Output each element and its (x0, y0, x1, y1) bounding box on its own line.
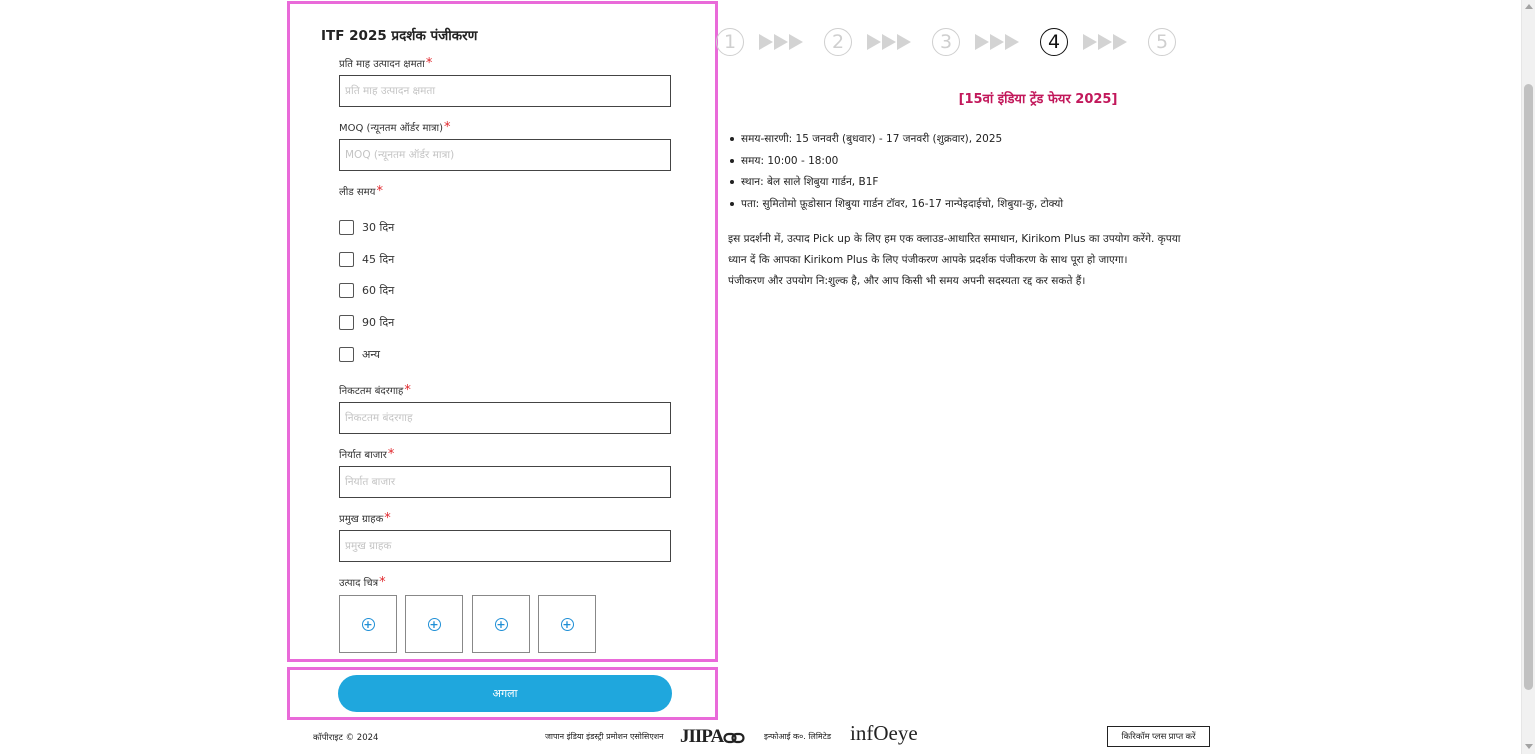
lead-time-option-30[interactable] (339, 219, 394, 235)
event-address: पता: सुमितोमो फ़ूडोसान शिबुया गार्डन टॉवर, 16-17 नान्पेइदाईचो, शिबुया-कु, टोक्यो (728, 196, 1063, 218)
footer-association: जापान इंडिया इंडस्ट्री प्रमोशन एसोसिएशन (545, 732, 664, 741)
checkbox[interactable] (339, 315, 354, 330)
nearest-port-label: निकटतम बंदरगाह* (339, 383, 411, 398)
product-photos-label: उत्पाद चित्र* (339, 575, 386, 590)
photo-upload-slot-1[interactable] (339, 595, 397, 653)
step-1: 1 (716, 28, 744, 56)
lead-time-option-other[interactable] (339, 346, 380, 362)
checkbox[interactable] (339, 220, 354, 235)
step-4-current: 4 (1040, 28, 1068, 56)
lead-time-option-90[interactable] (339, 314, 394, 330)
page-scrollbar[interactable] (1521, 0, 1535, 754)
step-arrow-icon (1083, 34, 1128, 50)
required-mark: * (379, 575, 386, 590)
step-2: 2 (824, 28, 852, 56)
checkbox-label: 60 दिन (362, 283, 395, 297)
kirikom-plus-button[interactable]: किरिकॉम प्लस प्राप्त करें (1107, 726, 1210, 747)
lead-time-option-45[interactable] (339, 251, 394, 267)
photo-upload-slot-2[interactable] (405, 595, 463, 653)
capacity-label: प्रति माह उत्पादन क्षमता* (339, 56, 433, 71)
infoeye-logo: infOeye (850, 721, 918, 745)
checkbox-label: 90 दिन (362, 315, 395, 329)
plus-circle-icon: + (363, 617, 373, 631)
required-mark: * (404, 383, 411, 398)
plus-circle-icon: + (496, 617, 506, 631)
checkbox[interactable] (339, 252, 354, 267)
checkbox-label: 30 दिन (362, 220, 395, 234)
checkbox-label: अन्य (362, 347, 381, 361)
event-description-line-1: इस प्रदर्शनी में, उत्पाद Pick up के लिए हम एक क्लाउड-आधारित समाधान, Kirikom Plus का उपयोग करेंगे. कृपया ध्यान दें कि आपका Kirikom Plus के लिए पंजीकरण आपके प्रदर्शक पंजीकरण के साथ पूरा हो जाएगा। (728, 233, 1181, 266)
checkbox[interactable] (339, 347, 354, 362)
form-title: ITF 2025 प्रदर्शक पंजीकरण (321, 28, 478, 44)
checkbox[interactable] (339, 283, 354, 298)
jiipa-logo: JIIPA (680, 726, 724, 747)
moq-input[interactable] (339, 139, 671, 171)
scroll-down-icon[interactable] (1525, 744, 1533, 749)
export-market-label: निर्यात बाजार* (339, 447, 395, 462)
event-details-list (728, 131, 1063, 217)
required-mark: * (444, 120, 451, 135)
footer-copyright: कॉपीराइट © 2024 (313, 733, 379, 743)
nearest-port-input[interactable] (339, 402, 671, 434)
step-arrow-icon (759, 34, 804, 50)
footer-infoeye-company: इन्फोआई क०. लिमिटेड (764, 732, 832, 741)
step-5: 5 (1148, 28, 1176, 56)
step-arrow-icon (867, 34, 912, 50)
moq-label: MOQ (न्यूनतम ऑर्डर मात्रा)* (339, 120, 451, 135)
link-icon (723, 730, 745, 749)
required-mark: * (376, 184, 383, 199)
event-venue: स्थान: बेल साले शिबुया गार्डन, B1F (728, 174, 1063, 196)
registration-form (287, 1, 718, 662)
next-button[interactable]: अगला (338, 675, 672, 712)
lead-time-option-60[interactable] (339, 282, 394, 298)
event-title: [15वां इंडिया ट्रेंड फेयर 2025] (958, 92, 1118, 107)
scroll-up-icon[interactable] (1525, 4, 1533, 9)
photo-upload-slot-3[interactable] (472, 595, 530, 653)
event-schedule: समय-सारणी: 15 जनवरी (बुधवार) - 17 जनवरी (शुक्रवार), 2025 (728, 131, 1063, 153)
step-arrow-icon (975, 34, 1020, 50)
event-time: समय: 10:00 - 18:00 (728, 153, 1063, 175)
plus-circle-icon: + (429, 617, 439, 631)
required-mark: * (425, 56, 433, 71)
event-description (728, 229, 1198, 292)
export-market-input[interactable] (339, 466, 671, 498)
checkbox-label: 45 दिन (362, 252, 395, 266)
required-mark: * (387, 447, 395, 462)
photo-upload-slot-4[interactable] (538, 595, 596, 653)
step-3: 3 (932, 28, 960, 56)
main-customer-input[interactable] (339, 530, 671, 562)
plus-circle-icon: + (562, 617, 572, 631)
lead-time-label: लीड समय* (339, 184, 383, 199)
next-button-container (287, 667, 718, 720)
scrollbar-thumb[interactable] (1524, 84, 1533, 690)
event-description-line-2: पंजीकरण और उपयोग नि:शुल्क है, और आप किसी भी समय अपनी सदस्यता रद्द कर सकते हैं। (728, 275, 1086, 287)
capacity-input[interactable] (339, 75, 671, 107)
required-mark: * (384, 511, 391, 526)
main-customer-label: प्रमुख ग्राहक* (339, 511, 391, 526)
